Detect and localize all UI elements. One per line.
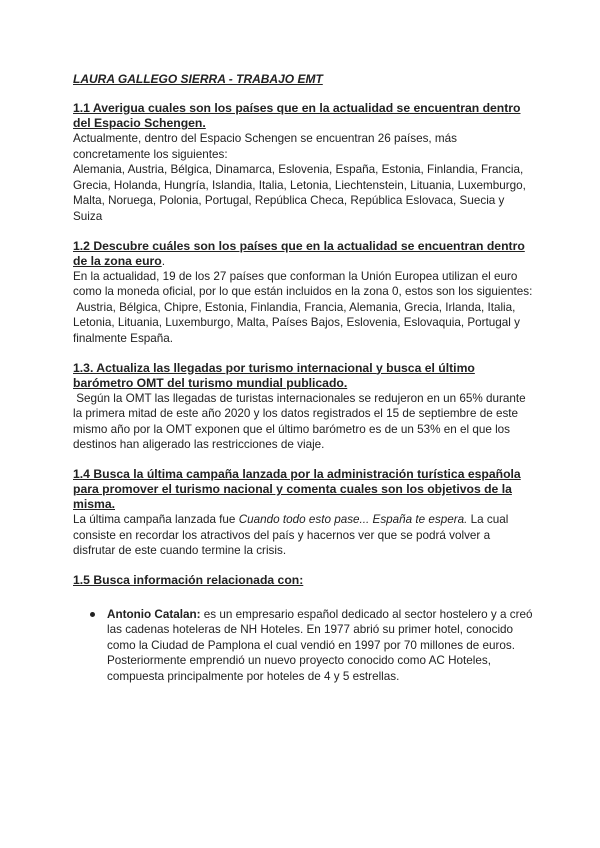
section-heading: 1.5 Busca información relacionada con:: [73, 572, 304, 587]
section-1-1: [73, 101, 533, 225]
section-heading: 1.1 Averigua cuales son los países que en la actualidad se encuentran dentro del Espacio Schengen.: [73, 101, 521, 130]
person-description: es un empresario español dedicado al sector hostelero y a creó las cadenas hoteleras de NH Hoteles. En 1977 abrió su primer hotel, conocido como la Ciudad de Pamplona el cual vendió en 1997 por 70 millones de euros. Posteriormente emprendió un nuevo proyecto conocido como AC Hoteles, compuesta principalmente por hoteles de 4 y 5 estrellas.: [107, 607, 536, 684]
section-heading-suffix: .: [161, 253, 166, 268]
paragraph-text: La última campaña lanzada fue: [73, 512, 239, 526]
section-1-2: [73, 239, 533, 347]
section-heading-text: 1.2 Descubre cuáles son los países que en la actualidad se encuentran dentro de la zona euro: [73, 238, 525, 268]
section-heading: 1.3. Actualiza las llegadas por turismo internacional y busca el último barómetro OMT del turismo mundial publicado.: [73, 360, 475, 390]
section-paragraph: Actualmente, dentro del Espacio Schengen se encuentran 26 países, más concretamente los siguientes:: [73, 132, 457, 161]
country-list: Austria, Bélgica, Chipre, Estonia, Finlandia, Francia, Alemania, Grecia, Irlanda, Italia, Letonia, Lituania, Luxemburgo, Malta, Países Bajos, Eslovenia, Eslovaquia, Portugal y finalmente España.: [73, 300, 524, 345]
section-1-4: [73, 467, 533, 559]
document-content: [73, 71, 536, 699]
section-heading: 1.4 Busca la última campaña lanzada por la administración turística española para promover el turismo nacional y comenta cuales son los objetivos de la misma.: [73, 466, 521, 511]
bullet-list: [73, 607, 536, 685]
section-1-3: [73, 361, 533, 453]
section-paragraph: En la actualidad, 19 de los 27 países que conforman la Unión Europea utilizan el euro como la moneda oficial, por lo que están incluidos en la zona 0, estos son los siguientes:: [73, 269, 533, 299]
paragraph-text: La cual consiste en recordar los atractivos del país y hacernos ver que se podrá volver a disfrutar de este cuando termine la crisis.: [73, 512, 512, 558]
bullet-icon: [90, 612, 95, 617]
section-paragraph: [73, 512, 533, 559]
person-name: Antonio Catalan:: [107, 607, 201, 621]
section-heading: [73, 239, 533, 269]
list-item: [107, 607, 536, 685]
section-paragraph: Según la OMT las llegadas de turistas internacionales se redujeron en un 65% durante la primera mitad de este año 2020 y los datos registrados el 15 de septiembre de este mismo año por la OMT exponen que el último barómetro es de un 53% en el que los destinos han aligerado las restricciones de viaje.: [73, 391, 529, 452]
campaign-name: Cuando todo esto pase... España te espera.: [238, 512, 468, 526]
document-title: LAURA GALLEGO SIERRA - TRABAJO EMT: [73, 72, 323, 86]
country-list: Alemania, Austria, Bélgica, Dinamarca, Eslovenia, España, Estonia, Finlandia, Francia, Grecia, Holanda, Hungría, Islandia, Italia, Letonia, Liechtenstein, Lituania, Luxemburgo, Malta, Noruega, Polonia, Portugal, República Checa, República Eslovaca, Suecia y Suiza: [73, 163, 526, 223]
section-1-5: [73, 572, 536, 685]
